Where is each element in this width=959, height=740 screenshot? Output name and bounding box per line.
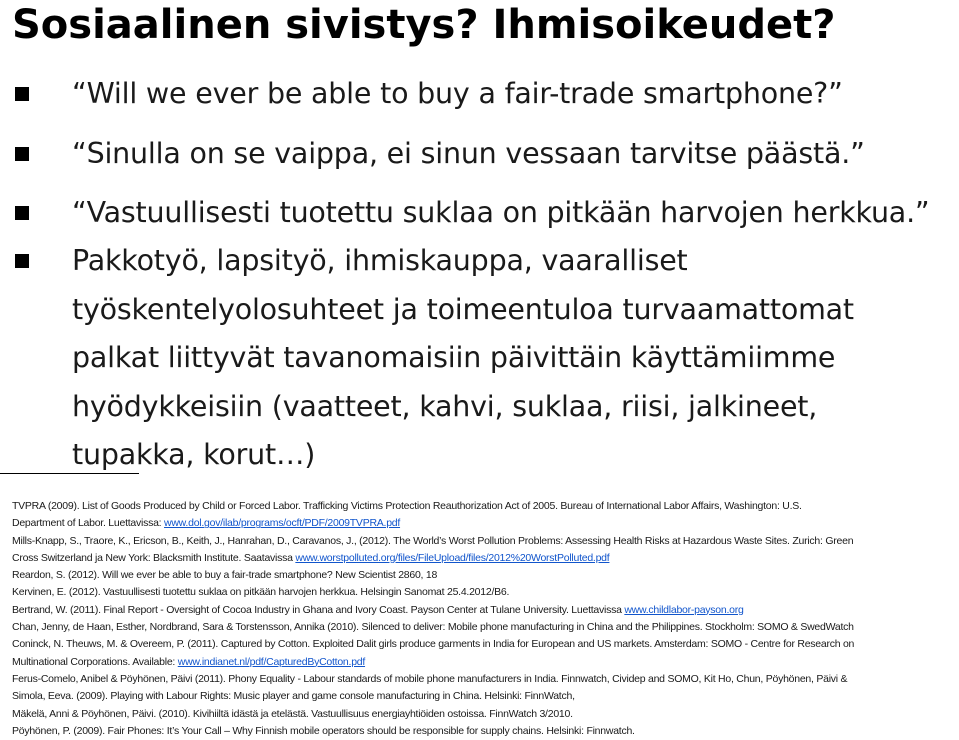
reference-link[interactable]: www.dol.gov/ilab/programs/ocft/PDF/2009TVPRA.pdf — [164, 517, 401, 530]
reference-line — [12, 515, 957, 532]
reference-line: Ferus-Comelo, Anibel & Pöyhönen, Päivi (2011). Phony Equality - Labour standards of mobile phone manufacturers in India. Finnwatch, Cividep and SOMO, Kit Ho, Chun, Pöyhönen, Päivi & — [12, 672, 848, 685]
slide-title: Sosiaalinen sivistys? Ihmisoikeudet? — [12, 2, 836, 48]
reference-line: Mills-Knapp, S., Traore, K., Ericson, B., Keith, J., Hanrahan, D., Caravanos, J., (2012). The World’s Worst Pollution Problems: Assessing Health Risks at Hazardous Waste Sites. Zurich: Green — [12, 534, 854, 547]
references — [12, 498, 957, 740]
reference-link[interactable]: www.worstpolluted.org/files/FileUpload/files/2012%20WorstPolluted.pdf — [295, 551, 610, 564]
reference-link[interactable]: www.childlabor-payson.org — [624, 603, 744, 616]
reference-line — [12, 602, 957, 619]
square-bullet-icon — [15, 87, 29, 101]
reference-line: TVPRA (2009). List of Goods Produced by Child or Forced Labor. Trafficking Victims Protection Reauthorization Act of 2005. Bureau of International Labor Affairs, Washington: U.S. — [12, 500, 802, 512]
reference-line: Kervinen, E. (2012). Vastuullisesti tuotettu suklaa on pitkään harvojen herkkua. Helsingin Sanomat 25.4.2012/B6. — [12, 586, 510, 599]
reference-text: Bertrand, W. (2011). Final Report - Oversight of Cocoa Industry in Ghana and Ivory Coast. Payson Center at Tulane University. Luettavissa — [12, 603, 625, 616]
reference-line: Mäkelä, Anni & Pöyhönen, Päivi. (2010). Kivihiiltä idästä ja etelästä. Vastuullisuus energiayhtiöiden ostoissa. FinnWatch 3/2010. — [12, 707, 573, 720]
bullet-text: “Sinulla on se vaippa, ei sinun vessaan tarvitse päästä.” — [72, 137, 865, 170]
reference-line — [12, 550, 957, 567]
square-bullet-icon — [15, 254, 29, 268]
reference-link[interactable]: www.indianet.nl/pdf/CapturedByCotton.pdf — [177, 655, 366, 668]
bullet-text: “Vastuullisesti tuotettu suklaa on pitkään harvojen herkkua.” — [72, 196, 930, 229]
reference-text: Department of Labor. Luettavissa: — [12, 517, 165, 530]
footnote-separator — [0, 473, 139, 474]
reference-text: Cross Switzerland ja New York: Blacksmith Institute. Saatavissa — [12, 551, 296, 564]
bullet-text: “Will we ever be able to buy a fair-trade smartphone?” — [72, 77, 843, 110]
reference-line: Reardon, S. (2012). Will we ever be able to buy a fair-trade smartphone? New Scientist 2860, 18 — [12, 569, 438, 582]
reference-line: Pöyhönen, P. (2009). Fair Phones: It’s Your Call – Why Finnish mobile operators should be responsible for supply chains. Helsinki: Finnwatch. — [12, 724, 635, 737]
bullet-text: Pakkotyö, lapsityö, ihmiskauppa, vaaralliset työskentelyolosuhteet ja toimeentuloa turvaamattomat palkat liittyvät tavanomaisiin päivittäin käyttämiimme hyödykkeisiin (vaatteet, kahvi, suklaa, riisi, jalkineet, tupakka, korut…) — [72, 244, 854, 471]
reference-line — [12, 654, 957, 671]
reference-line: Coninck, N. Theuws, M. & Overeem, P. (2011). Captured by Cotton. Exploited Dalit girls produce garments in India for European and US markets. Amsterdam: SOMO - Centre for Research on — [12, 638, 855, 651]
reference-line: Chan, Jenny, de Haan, Esther, Nordbrand, Sara & Torstensson, Annika (2010). Silenced to deliver: Mobile phone manufacturing in China and the Philippines. Stockholm: SOMO & SwedWatch — [12, 621, 854, 634]
square-bullet-icon — [15, 206, 29, 220]
square-bullet-icon — [15, 147, 29, 161]
reference-text: Multinational Corporations. Available: — [12, 655, 178, 668]
reference-line: Simola, Eeva. (2009). Playing with Labour Rights: Music player and game console manufacturing in China. Helsinki: FinnWatch, — [12, 690, 575, 703]
